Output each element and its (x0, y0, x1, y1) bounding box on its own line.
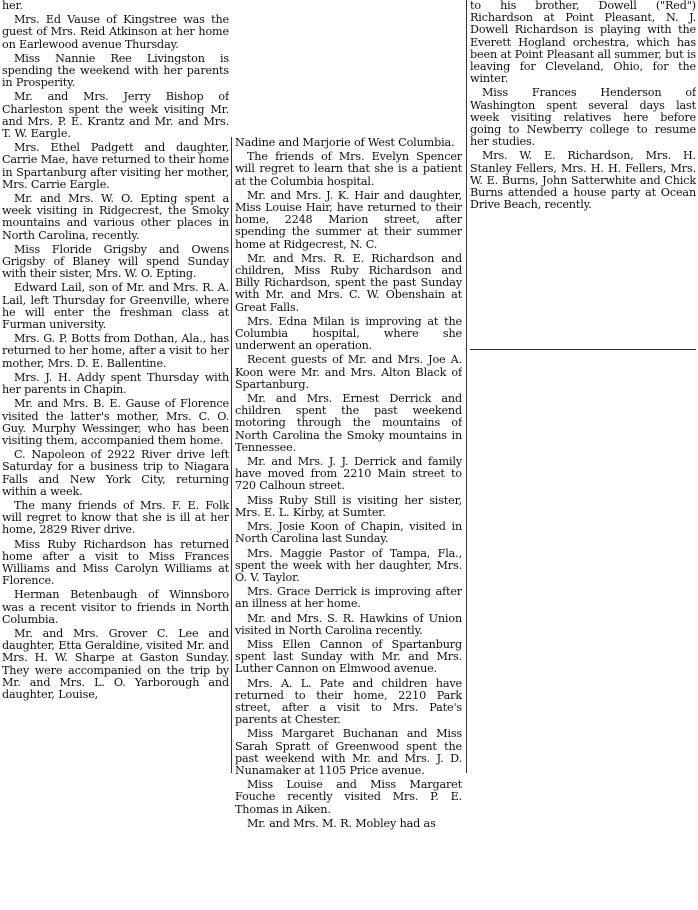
social-item: Mr. and Mrs. B. E. Gause of Florence visited the latter's mother, Mrs. C. O. Guy. Murphy Wessinger, who has been visiting them, accompanied them home. (2, 397, 229, 447)
social-item: Miss Ellen Cannon of Spartanburg spent last Sunday with Mr. and Mrs. Luther Cannon on Elmwood avenue. (235, 637, 462, 676)
social-item: Mrs. Grace Derrick is improving after an illness at her home. (235, 585, 462, 611)
social-item: Mrs. G. P. Botts from Dothan, Ala., has returned to her home, after a visit to her mother, Mrs. D. E. Ballentine. (2, 332, 229, 370)
social-item: Miss Frances Henderson of Washington spent several days last week visiting relatives here before going to Newberry college to resume her studies. (470, 86, 696, 149)
social-item: Mrs. W. E. Richardson, Mrs. H. Stanley Fellers, Mrs. H. H. Fellers, Mrs. W. E. Burns, John Satterwhite and Chick Burns attended a house party at Ocean Drive Beach, recently. (470, 149, 696, 212)
social-item: The many friends of Mrs. F. E. Folk will regret to know that she is ill at her home, 2829 River drive. (2, 498, 229, 537)
social-item: Edward Lail, son of Mr. and Mrs. R. A. Lail, left Thursday for Greenville, where he will enter the freshman class at Furman university. (2, 281, 229, 332)
social-item: Recent guests of Mr. and Mrs. Joe A. Koon were Mr. and Mrs. Alton Black of Spartanburg. (235, 353, 462, 391)
social-item: Miss Nannie Ree Livingston is spending the weekend with her parents in Prosperity. (2, 51, 229, 90)
social-item: Herman Betenbaugh of Winnsboro was a recent visitor to friends in North Columbia. (2, 588, 229, 626)
social-item: Mr. and Mrs. J. J. Derrick and family have moved from 2210 Main street to 720 Calhoun street. (235, 455, 462, 493)
social-item: Mrs. Josie Koon of Chapin, visited in North Carolina last Sunday. (235, 520, 462, 546)
social-item: Mr. and Mrs. R. E. Richardson and children, Miss Ruby Richardson and Billy Richardson, spent the past Sunday with Mr. and Mrs. C. W. Obenshain at Great Falls. (235, 251, 462, 314)
social-item: Mrs. Ed Vause of Kingstree was the guest of Mrs. Reid Atkinson at her home on Earlewood avenue Thursday. (2, 13, 229, 51)
news-column-3 (470, 0, 696, 773)
social-item: Mr. and Mrs. Jerry Bishop of Charleston spent the week visiting Mr. and Mrs. P. E. Krantz and Mr. and Mrs. T. W. Eargle. (2, 90, 229, 141)
social-item: The friends of Mrs. Evelyn Spencer will regret to learn that she is a patient at the Columbia hospital. (235, 150, 462, 188)
social-item: C. Napoleon of 2922 River drive left Saturday for a business trip to Niagara Falls and New York City, returning within a week. (2, 448, 229, 498)
social-item: Mrs. A. L. Pate and children have returned to their home, 2210 Park street, after a visit to Mrs. Pate's parents at Chester. (235, 676, 462, 727)
social-item: Mrs. Ethel Padgett and daughter, Carrie Mae, have returned to their home in Spartanburg after visiting her mother, Mrs. Carrie Eargle. (2, 141, 229, 191)
social-item: Mr. and Mrs. M. R. Mobley had as (247, 816, 436, 830)
social-item: Miss Margaret Buchanan and Miss Sarah Spratt of Greenwood spent the past weekend with Mr. and Mrs. J. D. Nunamaker at 1105 Price avenue. (235, 727, 462, 777)
social-item: Miss Floride Grigsby and Owens Grigsby of Blaney will spend Sunday with their sister, Mrs. W. O. Epting. (2, 242, 229, 281)
social-item: Mr. and Mrs. W. O. Epting spent a week visiting in Ridgecrest, the Smoky mountains and various other places in North Carolina, recently. (2, 192, 229, 242)
social-item: Miss Ruby Richardson has returned home after a visit to Miss Frances Williams and Miss Carolyn Williams at Florence. (2, 537, 229, 588)
news-column-2 (235, 137, 462, 910)
social-item: Mrs. Maggie Pastor of Tampa, Fla., spent the week with her daughter, Mrs. O. V. Taylor. (235, 546, 462, 584)
social-item: her. (2, 0, 23, 12)
social-item: Miss Ruby Still is visiting her sister, Mrs. E. L. Kirby, at Sumter. (235, 493, 462, 519)
social-item: Mr. and Mrs. S. R. Hawkins of Union visited in North Carolina recently. (235, 611, 462, 637)
social-item: to his brother, Dowell ("Red") Richardson at Point Pleasant, N. J. Dowell Richardson is playing with the Everett Hogland orchestra, which has been at Point Pleasant all summer, but is leaving for Cleveland, Ohio, for the winter. (470, 0, 696, 86)
social-item: Mrs. J. H. Addy spent Thursday with her parents in Chapin. (2, 370, 229, 397)
news-column-1 (2, 0, 229, 773)
social-item: Mr. and Mrs. J. K. Hair and daughter, Miss Louise Hair, have returned to their home, 2248 Marion street, after spending the summer at their summer home at Ridgecrest, N. C. (235, 188, 462, 251)
social-item: Nadine and Marjorie of West Columbia. (235, 137, 455, 149)
social-item: Miss Louise and Miss Margaret Fouche recently visited Mrs. P. E. Thomas in Aiken. (235, 778, 462, 816)
social-item: Mrs. Edna Milan is improving at the Columbia hospital, where she underwent an operation. (235, 314, 462, 353)
column-divider (231, 137, 232, 773)
social-item: Mr. and Mrs. Grover C. Lee and daughter, Etta Geraldine, visited Mr. and Mrs. H. W. Sharpe at Gaston Sunday. They were accompanied on the trip by Mr. and Mrs. L. O. Yarborough and daughter, Louise, (2, 626, 229, 701)
social-item: Mr. and Mrs. Ernest Derrick and children spent the past weekend motoring through the mountains of North Carolina the Smoky mountains in Tennessee. (235, 392, 462, 454)
column-divider (466, 0, 467, 773)
